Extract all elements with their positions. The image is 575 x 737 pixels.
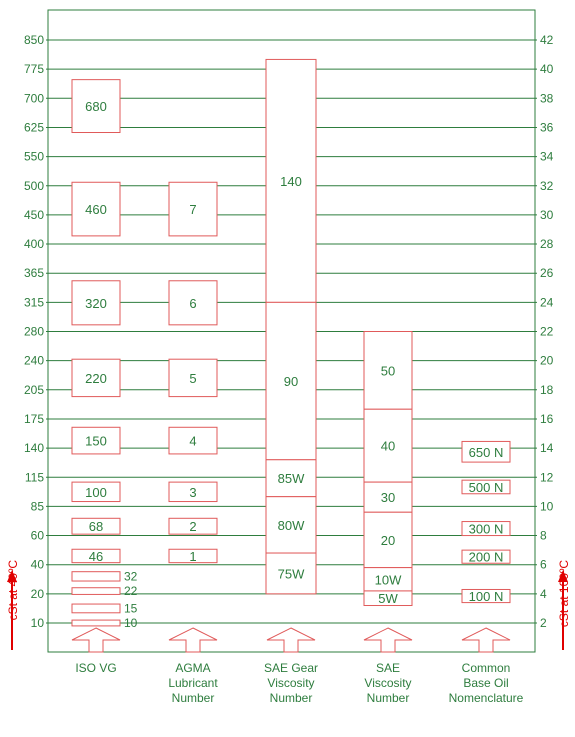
column-arrow [462, 628, 510, 652]
grade-label: 150 [85, 433, 107, 449]
grade-label: 100 N [468, 589, 504, 605]
column-arrow [267, 628, 315, 652]
right-tick-label: 16 [540, 411, 554, 426]
left-tick-label: 10 [30, 616, 44, 630]
right-tick-label: 24 [540, 295, 554, 310]
grade-label: 6 [189, 295, 197, 311]
column-label: Number [366, 691, 410, 705]
right-tick-label: 38 [540, 91, 554, 106]
grade-label: 3 [189, 484, 197, 500]
left-tick-label: 240 [23, 353, 44, 368]
left-tick-label: 700 [23, 91, 44, 106]
left-tick-label: 500 [23, 178, 44, 193]
left-tick-label: 140 [23, 441, 44, 456]
grade-label: 10W [374, 572, 402, 588]
grade-label: 300 N [468, 521, 504, 537]
left-tick-label: 315 [23, 295, 44, 310]
left-tick-label: 205 [23, 382, 44, 397]
column-label: Nomenclature [448, 691, 524, 705]
grade-label: 680 [85, 99, 107, 115]
grade-label: 4 [189, 433, 197, 449]
left-tick-label: 280 [23, 324, 44, 339]
right-tick-label: 14 [540, 441, 554, 456]
right-tick-label: 4 [540, 586, 547, 601]
grade-label: 20 [380, 532, 396, 548]
left-tick-label: 625 [23, 120, 44, 135]
right-tick-label: 18 [540, 382, 554, 397]
right-tick-label: 28 [540, 237, 554, 252]
column-label: SAE Gear [263, 661, 319, 675]
right-tick-label: 26 [540, 266, 554, 281]
axis-title: cSt at 100ºC [557, 560, 571, 628]
left-tick-label: 115 [24, 470, 44, 485]
grade-label: 7 [189, 202, 197, 218]
column-label: Viscosity [267, 676, 315, 690]
grade-label: 140 [280, 173, 302, 189]
left-tick-label: 365 [23, 266, 44, 281]
column-label: SAE [375, 661, 401, 675]
left-tick-label: 550 [23, 149, 44, 164]
grade-box [72, 588, 120, 595]
left-tick-label: 40 [30, 557, 44, 572]
right-axis-title [557, 560, 571, 650]
right-tick-label: 10 [540, 499, 554, 514]
right-tick-label: 42 [540, 33, 554, 47]
left-tick-label: 85 [30, 499, 44, 514]
grade-label: 75W [277, 566, 305, 582]
grade-label: 200 N [468, 549, 504, 565]
grade-label: 85W [277, 471, 305, 487]
grade-label: 5W [378, 591, 398, 607]
column-label: Number [269, 691, 313, 705]
left-tick-label: 175 [23, 411, 44, 426]
grade-label: 500 N [468, 479, 504, 495]
left-tick-label: 60 [30, 528, 44, 543]
right-tick-label: 30 [540, 207, 554, 222]
grade-box [72, 572, 120, 581]
right-tick-label: 20 [540, 353, 554, 368]
right-tick-label: 32 [540, 178, 554, 193]
column-label: Viscosity [364, 676, 412, 690]
grade-label: 320 [85, 295, 107, 311]
right-tick-label: 2 [540, 616, 547, 630]
left-tick-label: 775 [23, 62, 44, 77]
grade-label: 90 [283, 374, 299, 390]
grade-label: 30 [380, 490, 396, 506]
column-arrow [169, 628, 217, 652]
left-tick-label: 20 [30, 586, 44, 601]
column-arrow [364, 628, 412, 652]
grade-label: 22 [124, 584, 138, 599]
grade-label: 460 [85, 202, 107, 218]
right-tick-label: 34 [540, 149, 554, 164]
left-axis-title [6, 560, 20, 650]
column-label: Lubricant [168, 676, 218, 690]
grade-label: 2 [189, 519, 197, 535]
right-tick-label: 8 [540, 528, 547, 543]
left-tick-label: 850 [23, 33, 44, 47]
right-tick-label: 40 [540, 62, 554, 77]
grade-label: 100 [85, 484, 107, 500]
grade-label: 40 [380, 438, 396, 454]
grade-box [72, 604, 120, 613]
grade-label: 15 [124, 601, 138, 616]
left-tick-label: 450 [23, 207, 44, 222]
column-arrow [72, 628, 120, 652]
grade-label: 50 [380, 363, 396, 379]
column-label: Base Oil [463, 676, 509, 690]
grade-label: 80W [277, 517, 305, 533]
left-tick-label: 400 [23, 237, 44, 252]
grade-box [72, 620, 120, 626]
grade-label: 650 N [468, 444, 504, 460]
column-label: Common [461, 661, 511, 675]
column-label: ISO VG [75, 661, 117, 675]
column-label: AGMA [175, 661, 211, 675]
right-tick-label: 22 [540, 324, 554, 339]
grade-label: 46 [88, 548, 104, 564]
grade-label: 5 [189, 370, 197, 386]
grade-label: 220 [85, 370, 107, 386]
axis-title: cSt at 40ºC [6, 560, 20, 621]
right-tick-label: 36 [540, 120, 554, 135]
right-tick-label: 12 [540, 470, 554, 485]
grade-label: 10 [124, 616, 138, 630]
right-tick-label: 6 [540, 557, 547, 572]
grade-label: 1 [189, 548, 197, 564]
column-label: Number [171, 691, 215, 705]
grade-label: 32 [124, 569, 138, 584]
grade-label: 68 [88, 519, 104, 535]
